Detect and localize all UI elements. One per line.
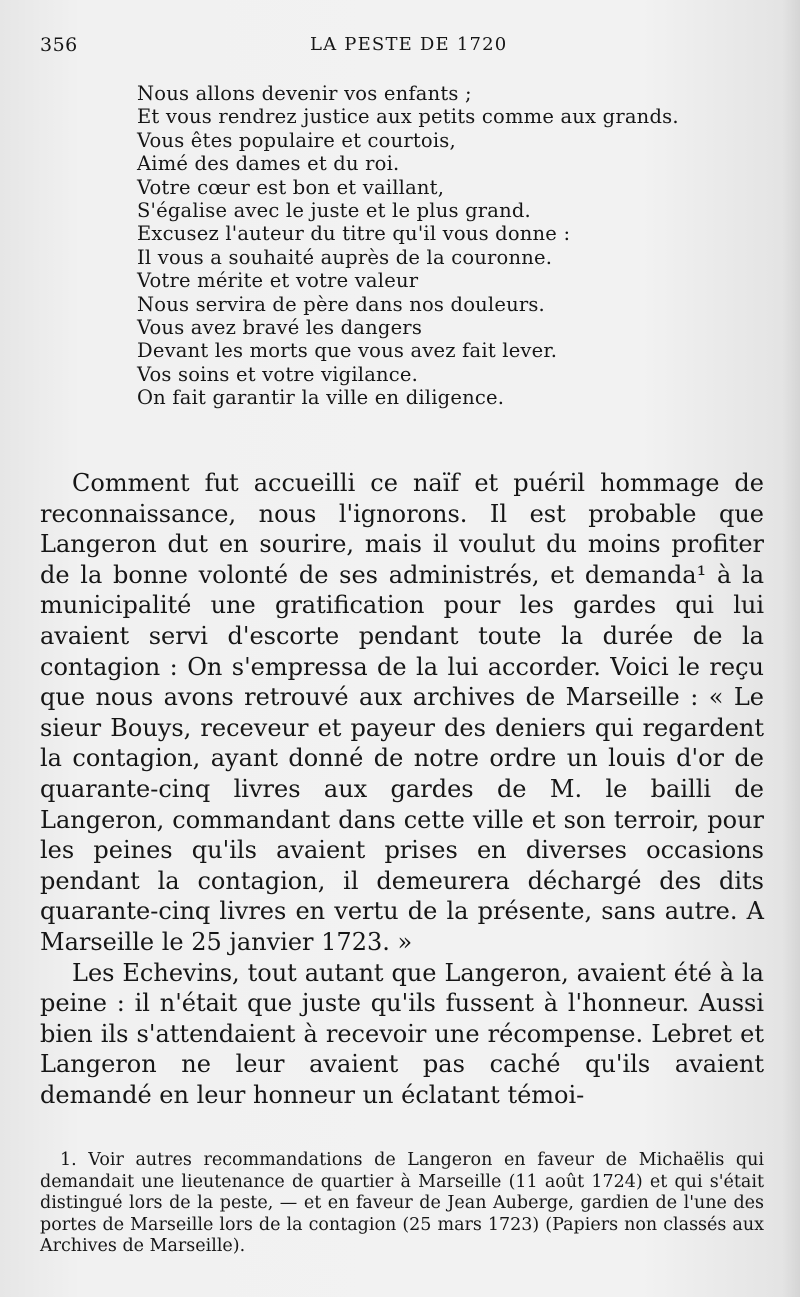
poem-line: S'égalise avec le juste et le plus grand. xyxy=(137,199,531,223)
poem-line: Vous êtes populaire et courtois, xyxy=(137,128,456,152)
poem-line: Excusez l'auteur du titre qu'il vous donne : xyxy=(137,222,571,246)
poem-line: Vous avez bravé les dangers xyxy=(137,316,423,340)
footnotes xyxy=(40,1150,764,1258)
poem-line: Devant les morts que vous avez fait lever. xyxy=(137,339,558,363)
body-paragraph-1: Comment fut accueilli ce naïf et puéril hommage de reconnaissance, nous l'ignorons. Il est probable que Langeron dut en sourire, mais il voulut du moins profiter de la bonne volonté de ses administrés, et demanda¹ à la municipalité une gratification pour les gardes qui lui avaient servi d'escorte pendant toute la durée de la contagion : On s'empressa de la lui accorder. Voici le reçu que nous avons retrouvé aux archives de Marseille : « Le sieur Bouys, receveur et payeur des deniers qui regardent la contagion, ayant donné de notre ordre un louis d'or de quarante-cinq livres aux gardes de M. le bailli de Langeron, commandant dans cette ville et son terroir, pour les peines qu'ils avaient prises en diverses occasions pendant la contagion, il demeurera déchargé des dits quarante-cinq livres en vertu de la présente, sans autre. A Marseille le 25 janvier 1723. » xyxy=(40,469,764,956)
page-header xyxy=(40,34,780,62)
page-number: 356 xyxy=(40,34,78,56)
poem-block xyxy=(137,82,777,410)
poem-line: Aimé des dames et du roi. xyxy=(137,152,400,176)
body-text xyxy=(40,468,764,1110)
poem-line: Votre mérite et votre valeur xyxy=(137,269,419,293)
poem-line: Il vous a souhaité auprès de la couronne. xyxy=(137,245,553,269)
body-paragraph-2: Les Echevins, tout autant que Langeron, avaient été à la peine : il n'était que juste qu'ils fussent à l'honneur. Aussi bien ils s'attendaient à recevoir une récompense. Lebret et Langeron ne leur avaient pas caché qu'ils avaient demandé en leur honneur un éclatant témoi- xyxy=(40,958,764,1109)
poem-line: Nous allons devenir vos enfants ; xyxy=(137,82,472,105)
poem-line: Et vous rendrez justice aux petits comme aux grands. xyxy=(137,105,679,129)
poem-line: Nous servira de père dans nos douleurs. xyxy=(137,292,545,316)
poem-line: Votre cœur est bon et vaillant, xyxy=(137,175,445,199)
poem-line: On fait garantir la ville en diligence. xyxy=(137,386,505,410)
page-edge-shadow xyxy=(782,0,800,1297)
footnote-1: 1. Voir autres recommandations de Langeron en faveur de Michaëlis qui demandait une lieutenance de quartier à Marseille (11 août 1724) et qui s'était distingué lors de la peste, — et en faveur de Jean Auberge, gardien de l'une des portes de Marseille lors de la contagion (25 mars 1723) (Papiers non classés aux Archives de Marseille). xyxy=(40,1150,764,1257)
running-title: LA PESTE DE 1720 xyxy=(310,34,508,55)
poem-line: Vos soins et votre vigilance. xyxy=(137,362,419,386)
